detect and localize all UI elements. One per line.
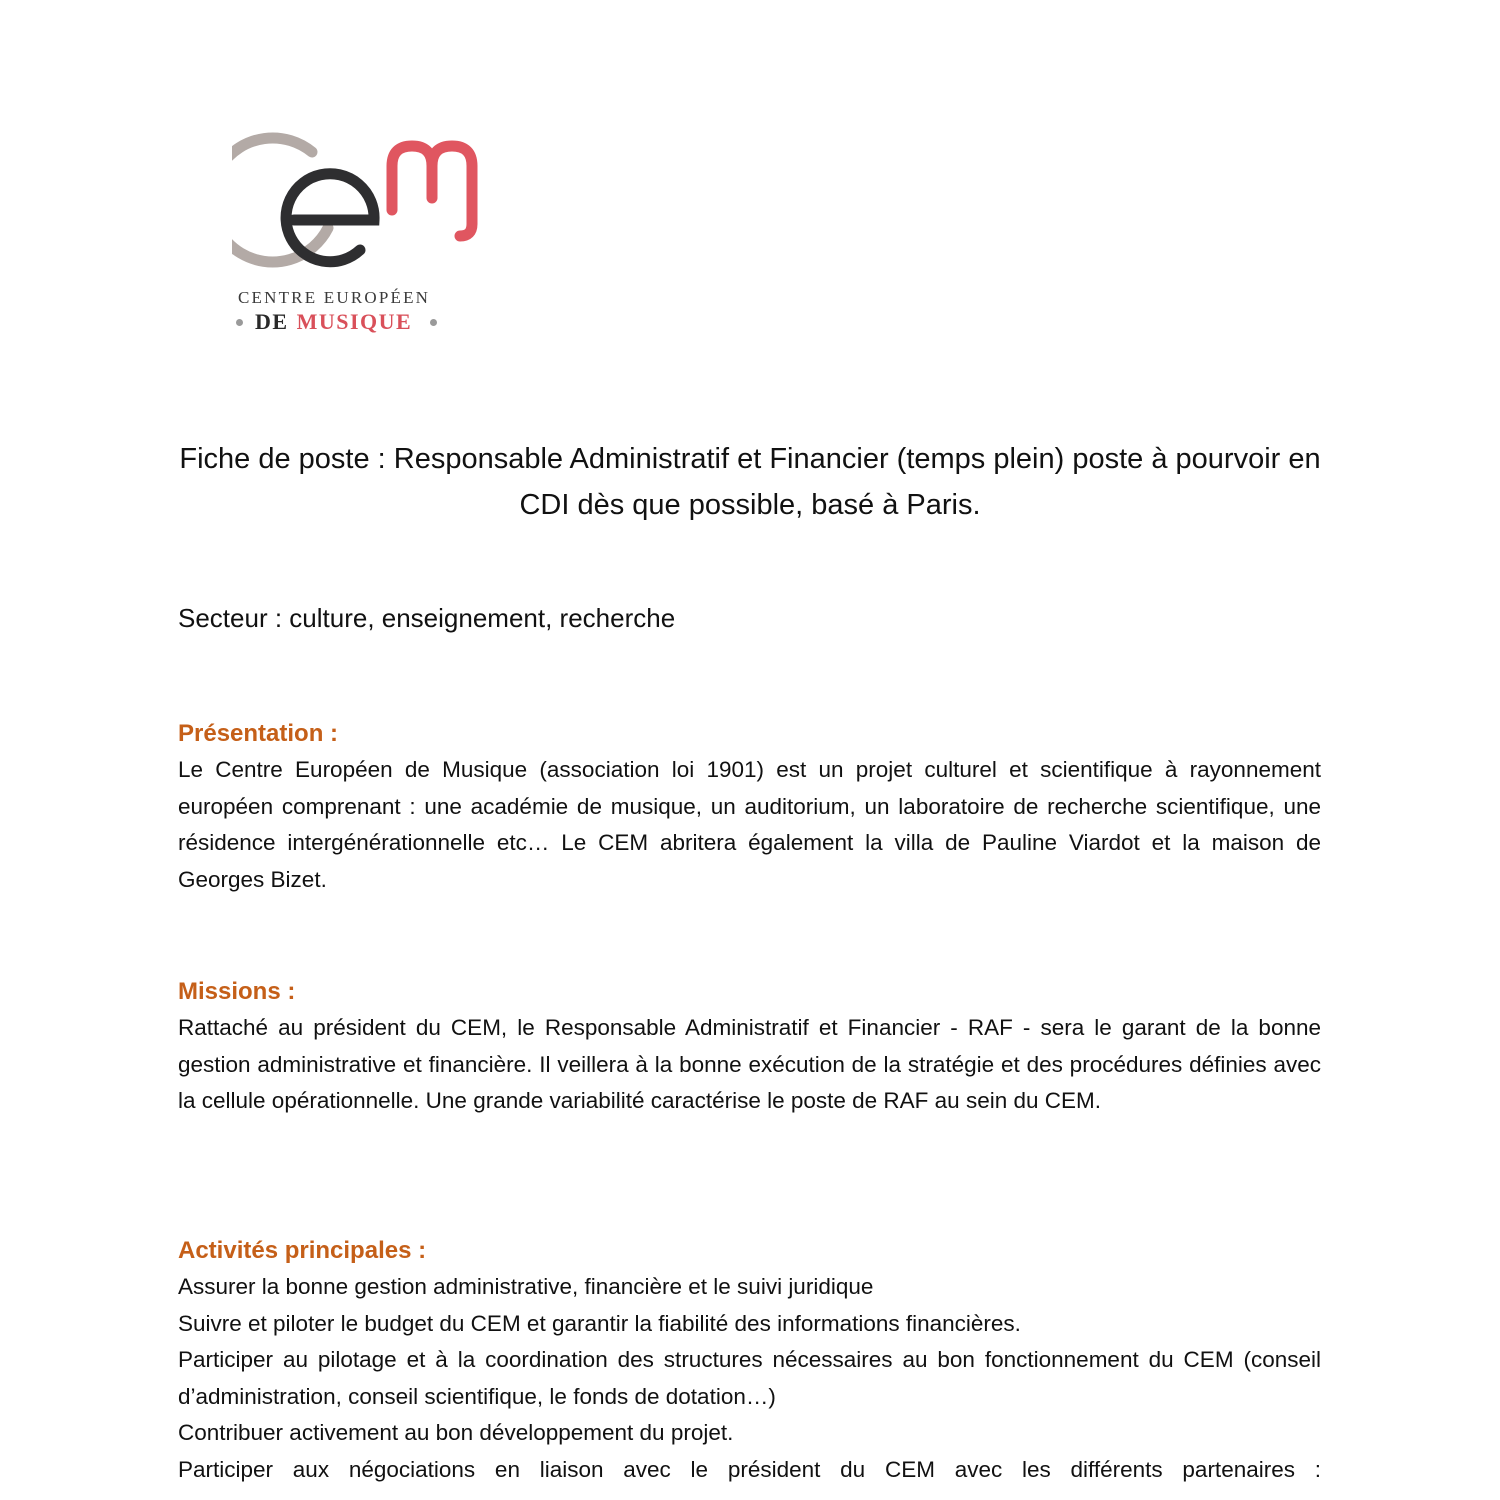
sector-line: Secteur : culture, enseignement, recherche <box>178 603 676 633</box>
section-heading: Activités principales : <box>178 1237 427 1264</box>
logo-text-line1: CENTRE EUROPÉEN <box>238 288 431 307</box>
logo-text-line2 <box>232 309 492 335</box>
cem-logo-mark-icon <box>232 132 492 282</box>
list-item: Participer aux négociations en liaison avec le président du CEM avec les différents partenaires : <box>178 1456 1321 1482</box>
page-title: Fiche de poste : Responsable Administratif et Financier (temps plein) poste à pourvoir en CDI dès que possible, basé à Paris. <box>179 443 1321 521</box>
section-activities <box>178 1233 1321 1489</box>
section-body: Le Centre Européen de Musique (association loi 1901) est un projet culturel et scientifique à rayonnement européen comprenant : une académie de musique, un auditorium, un laboratoire de recherche scientifique, une résidence intergénérationnelle etc… Le CEM abritera également la villa de Pauline Viardot et la maison de Georges Bizet. <box>178 757 1321 892</box>
logo-text-de: DE <box>255 309 289 334</box>
list-item: Assurer la bonne gestion administrative, financière et le suivi juridique <box>178 1274 874 1299</box>
list-item: Participer au pilotage et à la coordination des structures nécessaires au bon fonctionnement du CEM (conseil d’administration, conseil scientifique, le fonds de dotation…) <box>178 1347 1321 1409</box>
section-heading: Présentation : <box>178 720 339 747</box>
bullet-dot-icon <box>430 319 437 326</box>
section-body: Rattaché au président du CEM, le Responsable Administratif et Financier - RAF - sera le garant de la bonne gestion administrative et financière. Il veillera à la bonne exécution de la stratégie et des procédures définies avec la cellule opérationnelle. Une grande variabilité caractérise le poste de RAF au sein du CEM. <box>178 1015 1321 1114</box>
section-heading: Missions : <box>178 978 296 1005</box>
list-item: Suivre et piloter le budget du CEM et garantir la fiabilité des informations financières. <box>178 1310 1021 1336</box>
bullet-dot-icon <box>236 319 243 326</box>
section-presentation <box>178 716 1321 898</box>
list-item: Contribuer activement au bon développement du projet. <box>178 1420 734 1446</box>
cem-logo <box>232 132 492 342</box>
logo-text-musique: MUSIQUE <box>296 309 413 334</box>
section-missions <box>178 974 1321 1120</box>
